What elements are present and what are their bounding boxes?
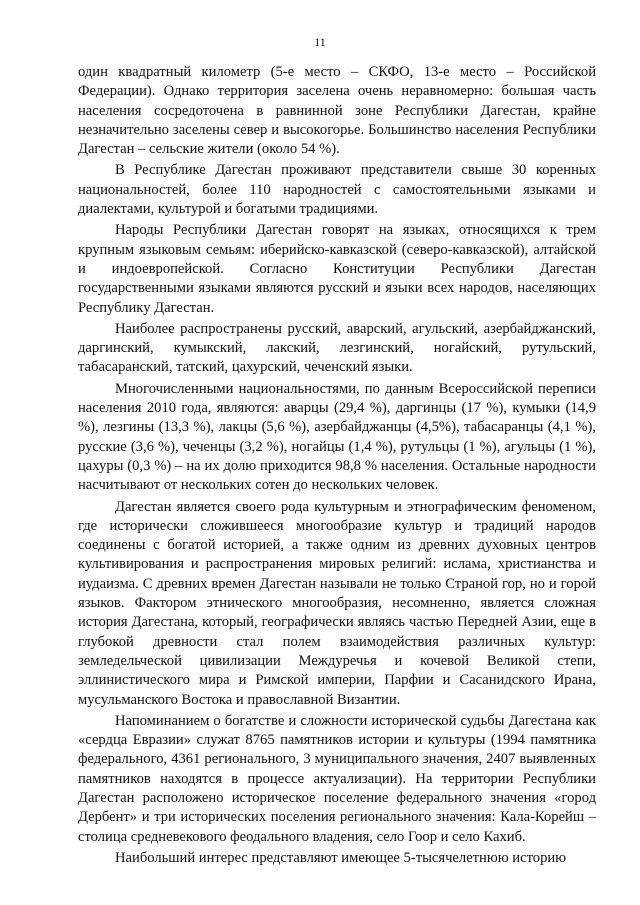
page-number: 11 bbox=[314, 35, 326, 49]
document-body bbox=[78, 63, 596, 870]
paragraph-population-density: один квадратный километр (5-е место – СКФО, 13-е место – Российской Федерации). Однако территория заселена очень неравномерно: большая часть населения сосредоточена в равнинной зоне Республики Дагестан, крайне незначительно заселены север и высокогорье. Большинство населения Республики Дагестан – сельские жители (около 54 %). bbox=[78, 64, 596, 158]
paragraph-widespread-languages: Наиболее распространены русский, аварский, агульский, азербайджанский, даргинский, кумыкский, лакский, лезгинский, ногайский, рутульский, табасаранский, татский, цахурский, чеченский языки. bbox=[78, 320, 596, 376]
paragraph-census-2010: Многочисленными национальностями, по данным Всероссийской переписи населения 2010 года, являются: аварцы (29,4 %), даргинцы (17 %), кумыки (14,9 %), лезгины (13,3 %), лакцы (5,6 %), азербайджанцы (4,5%), табасаранцы (4,1 %), русские (3,6 %), чеченцы (3,2 %), ногайцы (1,4 %), рутульцы (1 %), агульцы (1 %), цахуры (0,3 %) – на их долю приходится 98,8 % населения. Остальные народности насчитывают от нескольких сотен до нескольких человек. bbox=[78, 380, 596, 494]
paragraph-cultural-phenomenon: Дагестан является своего рода культурным и этнографическим феноменом, где исторически сложившееся многообразие культур и традиций народов соединены с богатой историей, а также одним из древних духовных центров культивирования и распространения мировых религий: ислама, христианства и иудаизма. С древних времен Дагестан называли не только Страной гор, но и горой языков. Фактором этнического многообразия, несомненно, является сложная история Дагестана, который, географически являясь частью Передней Азии, еще в глубокой древности стал полем взаимодействия различных культур: земледельческой цивилизации Междуречья и кочевой Великой степи, эллинистического мира и Римской империи, Парфии и Сасанидского Ирана, мусульманского Востока и православной Византии. bbox=[78, 498, 596, 708]
paragraph-historical-monuments: Напоминанием о богатстве и сложности исторической судьбы Дагестана как «сердца Евразии» служат 8765 памятников истории и культуры (1994 памятника федерального, 4361 регионального, 3 муниципального значения, 2407 выявленных памятников находятся в процессе актуализации). На территории Республики Дагестан расположено историческое поселение федерального значения «город Дербент» и три исторических поселения регионального значения: Кала-Корейш – столица средневекового феодального владения, село Гоор и село Кахиб. bbox=[78, 712, 596, 845]
paragraph-greatest-interest: Наибольший интерес представляют имеющее 5-тысячелетнюю историю bbox=[115, 849, 567, 866]
paragraph-nationalities: В Республике Дагестан проживают представители свыше 30 коренных национальностей, более 110 народностей с самостоятельными языками и диалектами, культурой и богатыми традициями. bbox=[78, 162, 596, 218]
paragraph-language-families: Народы Республики Дагестан говорят на языках, относящихся к трем крупным языковым семьям: иберийско-кавказской (северо-кавказской), алтайской и индоевропейской. Согласно Конституции Республики Дагестан государственными языками являются русский и языки всех народов, населяющих Республику Дагестан. bbox=[78, 222, 596, 316]
